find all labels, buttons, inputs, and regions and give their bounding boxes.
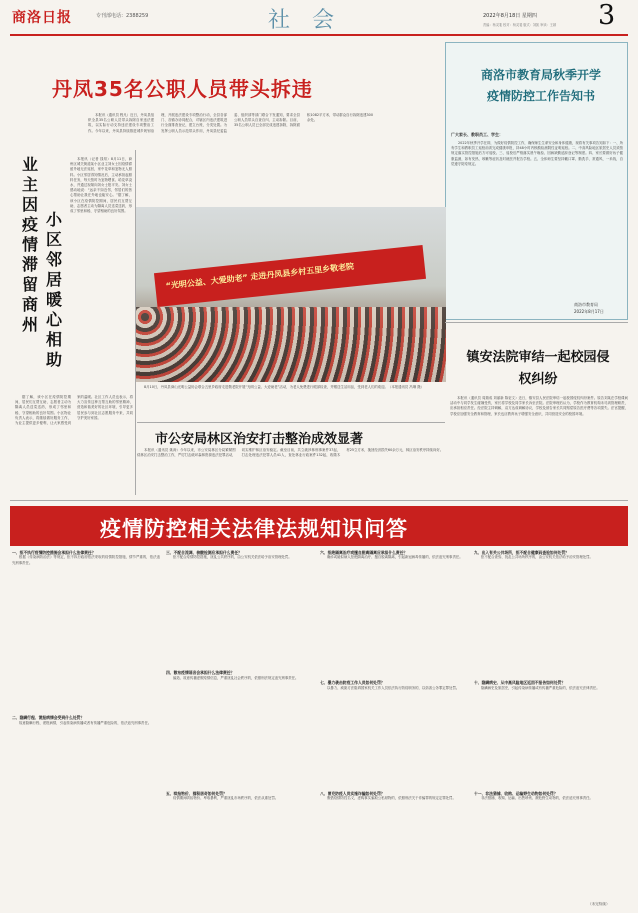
photo-banner-text: “光明公益、大爱助老” 走进丹凤县乡村五里乡敬老院 (165, 261, 355, 291)
main-article-body: 本报讯（通讯员 程凡）近日，丹凤县组织全县35名公职人员带头拆除自家违法建筑，以实际行动支持违法建设专项整治工作。今年以来，丹凤县持续推进城乡规划治理，开展违法建设专项整治行动，全县各部门、各镇办协同配合，对辖区内违法建筑进行全面排查登记，建立台账，分类处置。为发挥公职人员示范带头作用，丹凤县纪委监委、组织部等部门联合下发通知，要求全县公职人员带头自查自纠、主动拆除。目前，35名公职人员已全部完成违建拆除，拆除面积1082平方米，带动群众自行拆除违建300余处。 (88, 113, 373, 133)
qa-question: 二、隐瞒行程、谎报病情会受到什么处罚？ (12, 715, 85, 721)
notice-greeting: 广大家长、教职员工、学生： (451, 132, 503, 137)
photo-crowd (135, 307, 446, 382)
qa-answer: 故意隐瞒行程、谎报病情，引起传染病传播或者有传播严重危险的，依法追究刑事责任。 (19, 720, 152, 725)
qa-answer: 拒不配合查验、扰乱公共场所秩序的，由公安机关依法给予治安管理处罚。 (481, 555, 593, 560)
newspaper-logo: 商洛日报 (12, 10, 72, 26)
masthead-rule (10, 34, 628, 36)
qa-answer: 假借疫情防控名义，虚构事实骗取公私财物的，依照刑法关于诈骗罪的规定定罪处罚。 (327, 796, 456, 801)
court-article-body: 本报讯（通讯员 周瑞成 刘丽新 陈吏文）近日，镇安县人民法院审结一起校园侵权纠纷案件。原告刘某在学校课间活动中与同学发生碰撞受伤，家长将学校及同学家长诉至法院。法院审理后认为，学校作为教育机构未尽到管理职责，应承担相应责任。经法院主持调解，双方达成调解协议，学校及被告家长共同赔偿原告医疗费等各项损失。法官提醒，学校应加强安全教育和管理，家长也应教育孩子增强安全意识，共同营造安全的校园环境。 (450, 396, 628, 416)
qa-answer: 确诊或疑似病人拒绝隔离治疗、擅自脱离隔离，引起新冠病毒传播的，依法追究刑事责任。 (327, 555, 463, 560)
divider (445, 322, 628, 323)
divider (137, 422, 445, 423)
forestry-article-body: 本报讯（通讯员 姚涛）今年以来，市公安局林区分局紧紧围绕林区治安打击整治工作，严厉打击破坏森林资源违法犯罪活动，切实维护林区治安稳定。截至目前，共立破涉林刑事案件37起，打击处理违法犯罪人员41人，查处林业行政案件132起，收缴木材25立方米，挽回经济损失60余万元，林区治安秩序持续向好。 (137, 448, 444, 458)
divider (10, 500, 628, 501)
divider (135, 150, 136, 495)
qa-answer: 以暴力、威胁方法阻碍国家机关工作人员依法执行防疫职务的，以妨害公务罪定罪处罚。 (327, 685, 460, 690)
qa-answer: 拒不配合疫情防控措施，扰乱公共秩序的，由公安机关依法给予治安管理处罚。 (173, 555, 292, 560)
notice-body: 2022年秋季开学在即，为做好疫情防控工作，确保师生生命安全和身体健康，现将有关事项告知如下：一、所有学生和教职员工返校前须完成健康申报，持48小时内核酸检测阴性证明返校。二、中高风险地区旅居史人员须按规定落实管控措施后方可返校。三、返校后严格落实晨午晚检、因病缺勤追踪登记等制度。四、家长要做好孩子健康监测，如有发热、咳嗽等症状及时就医并报告学校。五、全体师生要坚持戴口罩、勤洗手、常通风、一米线，自觉遵守防疫规定。 (451, 141, 623, 166)
qa-question: 九、出入有关公共场所，拒不配合健康码查验如何处罚？ (474, 550, 569, 555)
page-number: 3 (598, 0, 616, 31)
qa-answer: 隐瞒病史及旅居史，引起传染病传播或有传播严重危险的，依法追究法律责任。 (481, 685, 600, 690)
masthead (0, 0, 638, 34)
qa-continued: （未完待续） (588, 902, 610, 906)
dept-phone: 专刊部电话：2388259 (96, 13, 149, 19)
notice-date: 2022年8月17日 (574, 309, 604, 314)
qa-answer: 编造、故意传播虚假疫情信息，严重扰乱社会秩序的，依照刑法规定追究刑事责任。 (173, 675, 299, 680)
notice-signature: 商洛市教育局 (574, 302, 598, 307)
qa-column-2 (166, 550, 314, 905)
notice-title: 商洛市教育局秋季开学疫情防控工作告知书 (480, 68, 601, 103)
section-title: 社 会 (268, 8, 335, 33)
qa-answer: 非法猎捕、收购、运输、出售珍贵、濒危野生动物的，依法追究刑事责任。 (481, 796, 593, 801)
court-headline: 镇安法院审结一起校园侵权纠纷 (466, 350, 610, 387)
neighbor-title-col2: 小 区 邻 居 暖 心 相 助 (45, 210, 62, 369)
qa-question: 一、拒不执行疫情防控措施会承担什么法律责任？ (12, 550, 96, 555)
qa-question: 七、暴力袭击防疫工作人员如何处罚？ (320, 680, 385, 686)
neighbor-article-cont: 据了解，该小区在疫情防控期间，居民们互帮互助，志愿者主动为隔离人员送菜送药，形成了邻里和睦、守望相助的良好氛围。小区物业负责人表示，将继续做好服务工作，为业主提供更多便利，让大家感受到家的温暖。社区工作人员也表示，将大力宣传这种互帮互助的邻里精神，营造和谐美好的社区环境，引导更多居民参与到社区志愿服务中来，共同守护美好家园。 (15, 395, 133, 426)
qa-question: 八、冒充防疫人员实施诈骗如何处罚？ (320, 790, 385, 796)
qa-question: 三、不配合流调、核酸检测应承担什么责任？ (166, 550, 242, 555)
qa-column-1 (12, 550, 160, 905)
main-headline: 丹凤35名公职人员带头拆违 (52, 77, 313, 101)
photo-caption: 8月10日，丹凤县商山光明公益协会联合五里乡政府走进敬老院开展“光明公益、大爱助老”活动，为老人免费进行眼部检查，并赠送生活用品，受到老人们的欢迎。（本报通讯员 冯琳 摄） (144, 385, 424, 389)
qa-column-4 (474, 550, 626, 905)
qa-question: 四、散布疫情谣言会承担什么法律责任？ (166, 670, 235, 676)
qa-question: 十、隐瞒病史、从中高风险地区返回不报告如何处罚？ (474, 680, 566, 686)
qa-question: 五、哄抬物价、囤积居奇如何处罚？ (166, 790, 227, 796)
notice-box (445, 42, 628, 320)
neighbor-title-col1: 业 主 因 疫 情 滞 留 商 州 (21, 155, 38, 334)
qa-title-band (10, 506, 628, 546)
qa-answer: 根据《传染病防治法》等规定，拒不执行政府依法采取的疫情防控措施，情节严重的，依法追究刑事责任。 (12, 555, 160, 565)
event-photo (135, 207, 446, 382)
issue-date: 2022年8月18日 星期四 (483, 13, 537, 19)
qa-answer: 疫情期间哄抬物价、牟取暴利，严重扰乱市场秩序的，依法从重处罚。 (173, 796, 279, 801)
qa-question: 六、拒绝隔离治疗或擅自脱离隔离应承担什么责任？ (320, 550, 408, 555)
forestry-headline: 市公安局林区治安打击整治成效显著 (155, 432, 364, 447)
neighbor-article-body: 本报讯（记者 钱易）8月11日，商州区城关街道某小区业主刘女士因疫情滞留外地无法返回，家中花草和宠物无人照料。小区邻居得知情况后，主动承担起照料任务，每天按时为宠物喂食、给花草浇水，并通过视频向刘女士报平安。刘女士感动地说：“远亲不如近邻，邻居们的热心帮助让我在外地也能安心。”据了解，该小区在疫情防控期间，居民们互帮互助，志愿者主动为隔离人员送菜送药，形成了邻里和睦、守望相助的良好氛围。 (70, 157, 132, 214)
qa-column-3 (320, 550, 468, 905)
qa-title: 疫情防控相关法律法规知识问答 (100, 517, 408, 541)
qa-question: 十一、非法猎捕、收购、运输野生动物如何处罚？ (474, 790, 558, 796)
staff-line: 责编：杨灵斐 校对：杨灵斐 版式：刘凯 审读：王颖 (483, 23, 557, 27)
